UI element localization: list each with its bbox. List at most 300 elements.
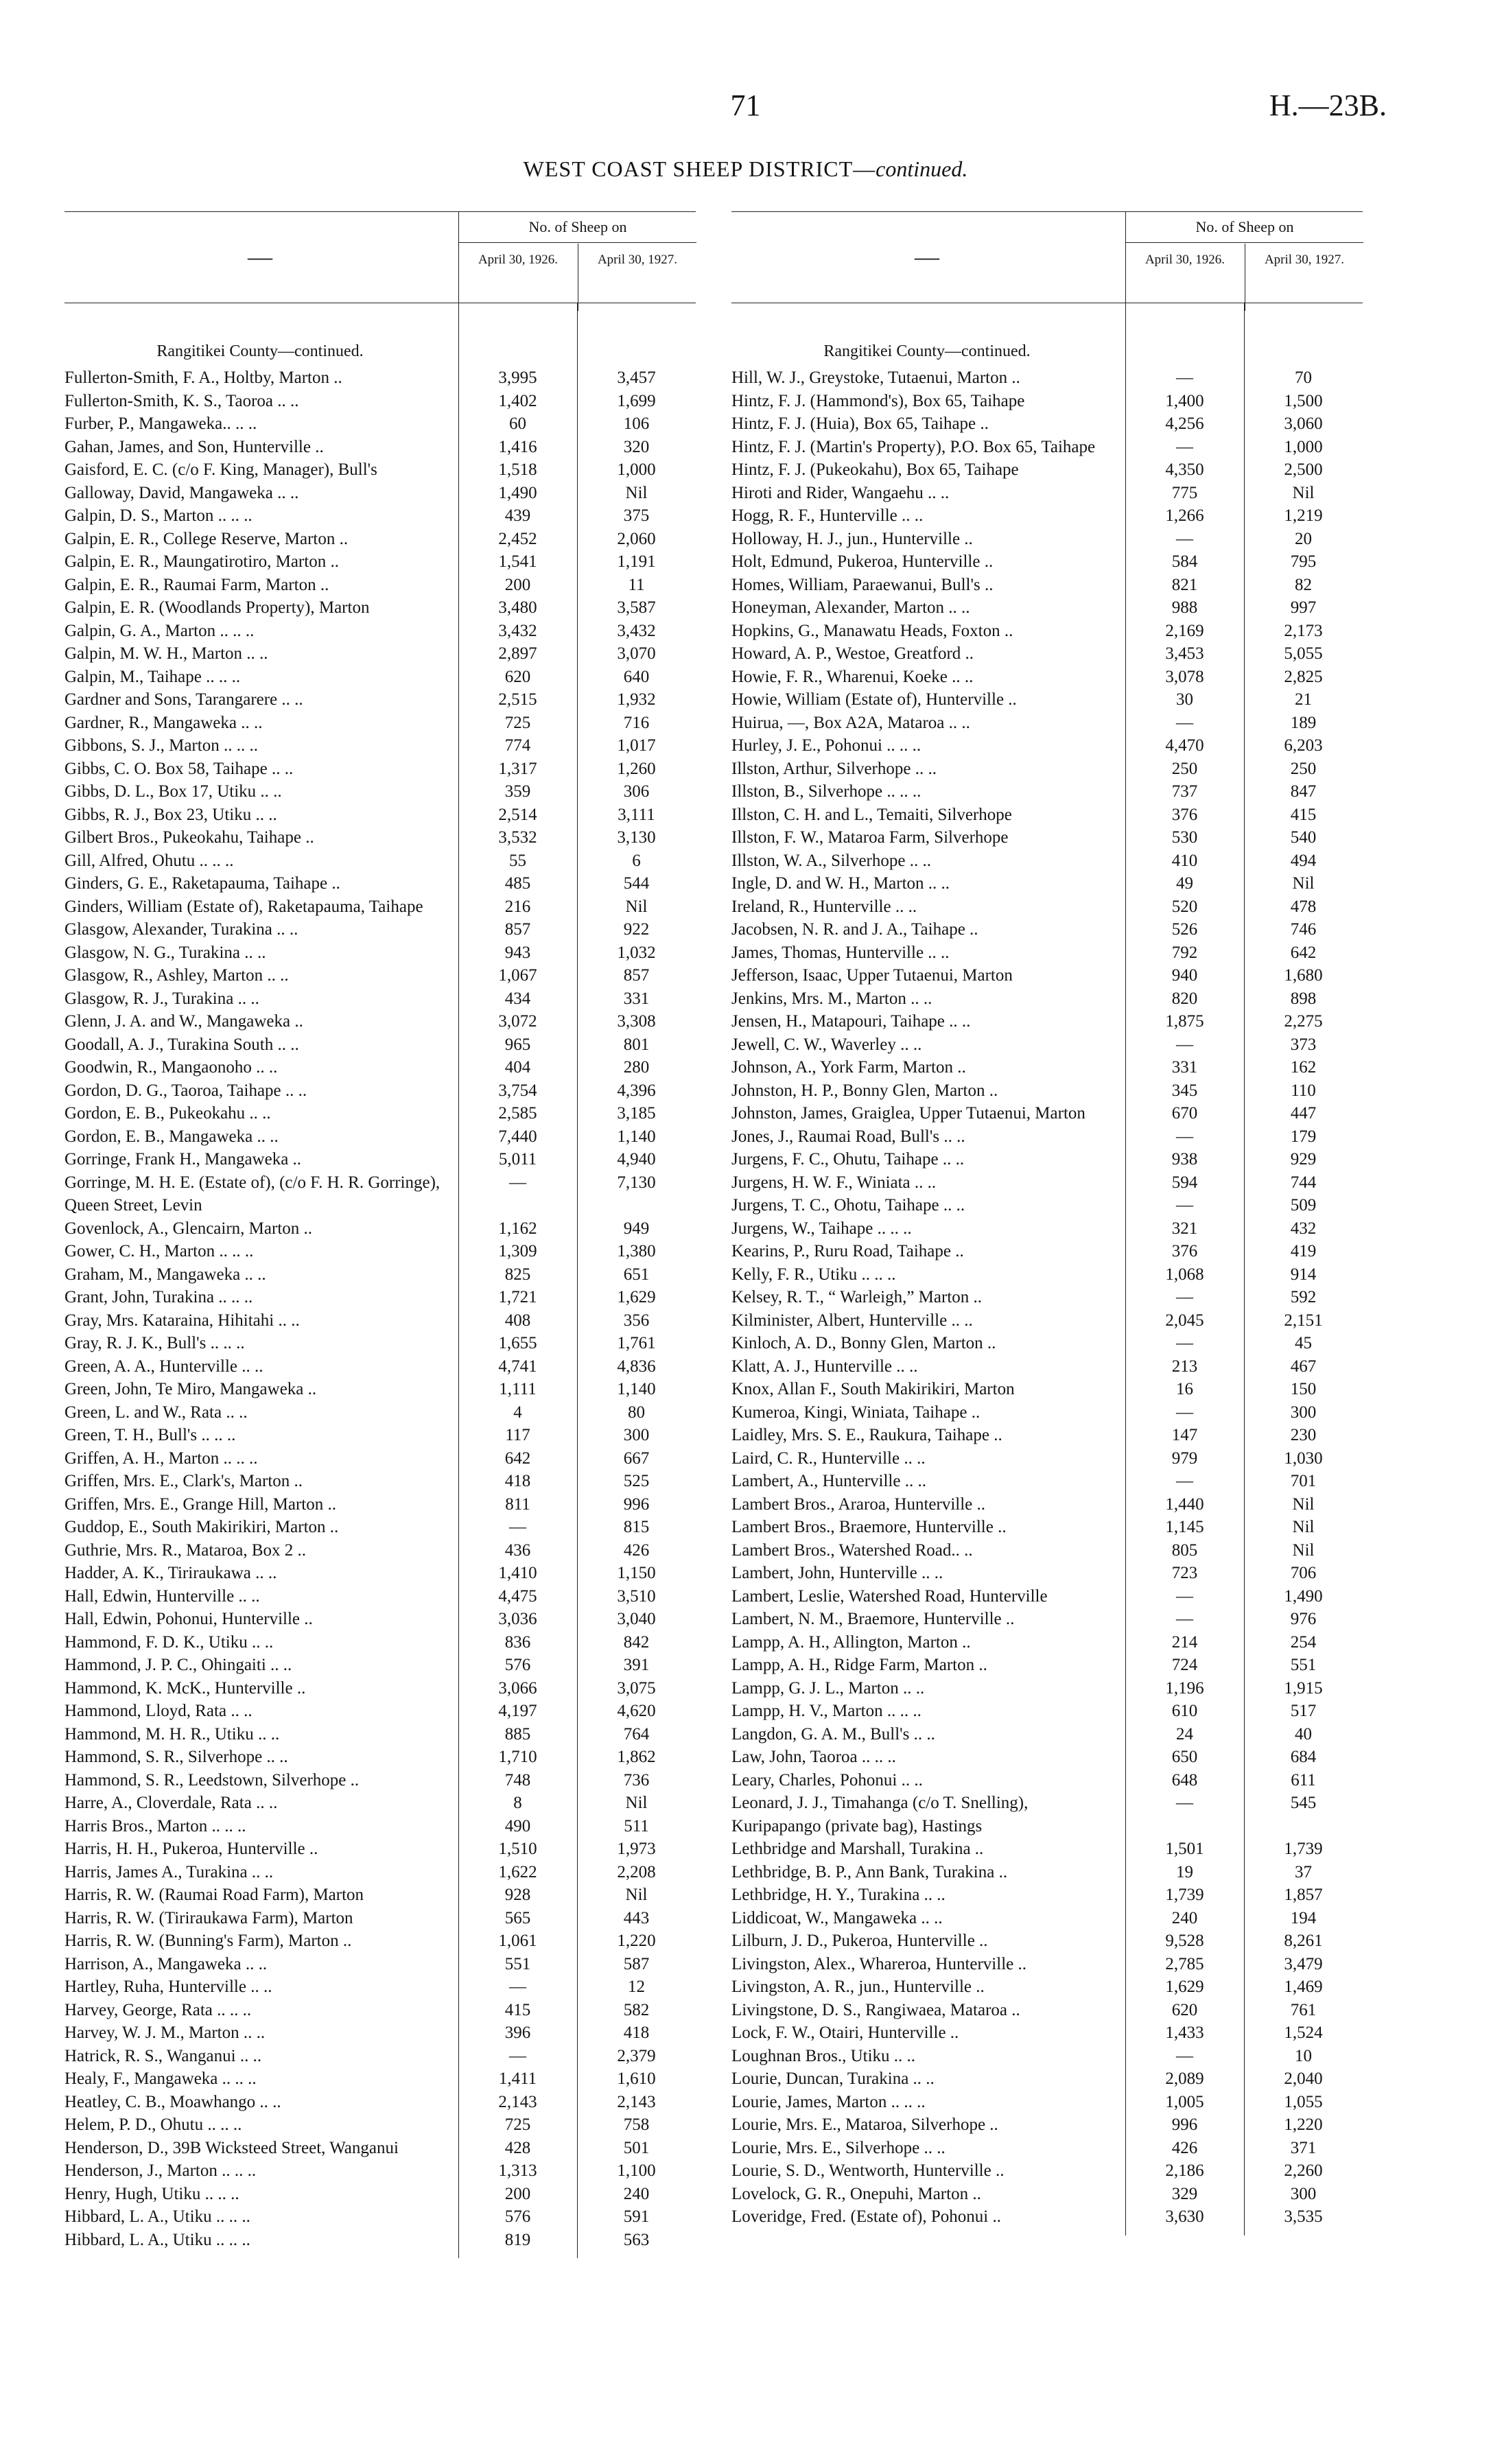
- table-row: [731, 1562, 1363, 1585]
- sheep-1926: 117: [505, 1426, 530, 1444]
- table-row: [64, 482, 696, 505]
- sheep-1927: 1,469: [1284, 1978, 1323, 1996]
- table-row: [64, 2137, 696, 2160]
- sheep-1927: 1,220: [1284, 2115, 1323, 2134]
- sheep-1926: —: [509, 1518, 526, 1536]
- sheep-1927: 651: [623, 1265, 650, 1284]
- owner-name: Hammond, F. D. K., Utiku .. ..: [64, 1632, 274, 1652]
- document-reference: H.—23B.: [1269, 89, 1387, 122]
- sheep-1927: 642: [1290, 943, 1317, 962]
- sheep-1926: 439: [504, 506, 531, 525]
- table-row: [731, 574, 1363, 597]
- sheep-1926: 940: [1171, 966, 1198, 985]
- owner-name: Henderson, D., 39B Wicksteed Street, Wanganui: [64, 2138, 399, 2157]
- owner-name: Lourie, Mrs. E., Mataroa, Silverhope ..: [731, 2115, 998, 2134]
- owner-name: Gordon, E. B., Pukeokahu .. ..: [64, 1104, 271, 1123]
- owner-name: Gower, C. H., Marton .. .. ..: [64, 1242, 254, 1260]
- owner-name: Ginders, G. E., Raketapauma, Taihape ..: [64, 874, 340, 893]
- sheep-1927: 3,510: [617, 1586, 656, 1606]
- sheep-1927: 320: [623, 437, 650, 456]
- sheep-1927: 511: [624, 1816, 649, 1835]
- sheep-1927: 640: [623, 667, 650, 686]
- sheep-1926: 1,739: [1165, 1886, 1204, 1904]
- sheep-1927: 2,500: [1284, 460, 1323, 479]
- sheep-1927: 1,219: [1284, 506, 1323, 525]
- sheep-1926: —: [1176, 1127, 1193, 1146]
- table-row: [64, 366, 696, 390]
- sheep-1926: 1,067: [498, 966, 537, 985]
- owner-name: Honeyman, Alexander, Marton .. ..: [731, 598, 970, 617]
- table-row: [731, 1493, 1363, 1516]
- owner-name: Hammond, S. R., Silverhope .. ..: [64, 1748, 288, 1766]
- table-rows: [731, 366, 1363, 2229]
- sheep-1927: 3,075: [617, 1678, 656, 1698]
- owner-name: Lambert Bros., Araroa, Hunterville ..: [731, 1494, 986, 1514]
- owner-name: Ireland, R., Hunterville .. ..: [731, 897, 917, 916]
- owner-name: Lambert Bros., Braemore, Hunterville ..: [731, 1518, 1007, 1536]
- sheep-1927: 922: [623, 920, 650, 939]
- sheep-1927: 1,629: [617, 1288, 656, 1306]
- sheep-1926: 60: [509, 414, 526, 433]
- table-row: [731, 758, 1363, 781]
- table-row: [64, 2067, 696, 2091]
- sheep-1927: Nil: [1292, 483, 1315, 502]
- sheep-1927: 110: [1291, 1081, 1316, 1100]
- table-row: [64, 1447, 696, 1470]
- sheep-1927: 1,017: [617, 736, 656, 755]
- table-row: [64, 872, 696, 895]
- right-column-table: [731, 211, 1363, 2229]
- owner-name: Galpin, E. R. (Woodlands Property), Marton: [64, 598, 370, 617]
- table-row: [64, 2183, 696, 2206]
- owner-name: Gordon, D. G., Taoroa, Taihape .. ..: [64, 1081, 307, 1100]
- table-row: [731, 1424, 1363, 1447]
- sheep-1926: 2,169: [1165, 621, 1204, 640]
- owner-name: Fullerton-Smith, K. S., Taoroa .. ..: [64, 391, 299, 410]
- sheep-1927: 11: [628, 575, 645, 594]
- table-row: [731, 1355, 1363, 1378]
- owner-name: Jurgens, T. C., Ohotu, Taihape .. ..: [731, 1196, 965, 1215]
- sheep-1926: —: [1176, 1196, 1193, 1215]
- sheep-1927: 3,587: [617, 598, 656, 617]
- table-row: [731, 642, 1363, 666]
- owner-name: Hammond, M. H. R., Utiku .. ..: [64, 1724, 280, 1744]
- sheep-1926: 530: [1171, 828, 1198, 847]
- owner-name: Lambert, A., Hunterville .. ..: [731, 1472, 926, 1490]
- table-row: [731, 2137, 1363, 2160]
- sheep-1927: 2,825: [1284, 667, 1323, 686]
- sheep-1927: 4,940: [617, 1150, 656, 1169]
- owner-name: Law, John, Taoroa .. .. ..: [731, 1748, 896, 1766]
- sheep-1926: —: [1176, 2046, 1193, 2065]
- owner-name: Knox, Allan F., South Makirikiri, Marton: [731, 1380, 1015, 1398]
- sheep-1927: 254: [1290, 1632, 1317, 1652]
- sheep-1926: 1,629: [1165, 1978, 1204, 1996]
- owner-name: Klatt, A. J., Hunterville .. ..: [731, 1357, 918, 1376]
- owner-name: Loveridge, Fred. (Estate of), Pohonui ..: [731, 2207, 1001, 2226]
- sheep-1926: 792: [1171, 943, 1198, 962]
- owner-name: Leary, Charles, Pohonui .. ..: [731, 1770, 923, 1790]
- table-row: [64, 688, 696, 712]
- owner-name: Gray, R. J. K., Bull's .. .. ..: [64, 1334, 245, 1352]
- sheep-1926: 821: [1171, 575, 1198, 594]
- table-row: [64, 574, 696, 597]
- sheep-1926: —: [1176, 1794, 1193, 1812]
- sheep-1927: Nil: [625, 897, 648, 916]
- sheep-1926: 30: [1176, 690, 1193, 709]
- header-group-label: No. of Sheep on: [459, 212, 696, 243]
- table-row: [64, 528, 696, 551]
- header-dash: —: [915, 243, 939, 270]
- sheep-1926: 331: [1171, 1058, 1198, 1077]
- owner-name: Galpin, E. R., Maungatirotiro, Marton ..: [64, 552, 339, 571]
- sheep-1927: 706: [1290, 1564, 1317, 1582]
- sheep-1927: 746: [1290, 920, 1317, 939]
- table-row: [731, 1332, 1363, 1355]
- table-row: [731, 458, 1363, 482]
- sheep-1927: 467: [1290, 1357, 1317, 1376]
- table-row: [64, 1263, 696, 1287]
- table-row: [731, 482, 1363, 505]
- owner-name: Johnston, H. P., Bonny Glen, Marton ..: [731, 1081, 998, 1100]
- sheep-1927: 3,070: [617, 644, 656, 663]
- table-row: [64, 504, 696, 528]
- table-row: [64, 1493, 696, 1516]
- sheep-1926: 1,162: [498, 1219, 537, 1238]
- table-row: [731, 390, 1363, 413]
- table-row: [731, 1148, 1363, 1171]
- sheep-1927: 976: [1290, 1610, 1317, 1628]
- owner-name: Howard, A. P., Westoe, Greatford ..: [731, 644, 974, 663]
- sheep-1926: 2,515: [498, 690, 537, 709]
- sheep-1926: —: [1176, 1035, 1193, 1054]
- sheep-1927: 478: [1290, 897, 1317, 916]
- table-row: [64, 436, 696, 459]
- sheep-1926: 1,317: [498, 759, 537, 778]
- sheep-1926: 410: [1171, 851, 1198, 870]
- sheep-1926: 490: [504, 1816, 531, 1835]
- owner-name: Green, John, Te Miro, Mangaweka ..: [64, 1380, 317, 1398]
- sheep-1927: 997: [1290, 598, 1317, 617]
- owner-name: Harvey, W. J. M., Marton .. ..: [64, 2023, 266, 2042]
- sheep-1927: 8,261: [1284, 1932, 1323, 1950]
- sheep-1926: 213: [1171, 1357, 1198, 1376]
- table-body: [731, 303, 1363, 2229]
- owner-name: Guthrie, Mrs. R., Mataroa, Box 2 ..: [64, 1540, 307, 1560]
- sheep-1926: 576: [504, 2207, 531, 2226]
- table-row: [731, 1677, 1363, 1700]
- table-row: [731, 2021, 1363, 2045]
- owner-name: Homes, William, Paraewanui, Bull's ..: [731, 575, 994, 594]
- sheep-1927: 4,836: [617, 1357, 656, 1376]
- sheep-1926: 825: [504, 1265, 531, 1284]
- sheep-1927: 300: [1290, 2184, 1317, 2203]
- table-row: [64, 1470, 696, 1493]
- table-row: [731, 1792, 1363, 1838]
- table-row: [64, 620, 696, 643]
- owner-name: Illston, W. A., Silverhope .. ..: [731, 851, 931, 870]
- sheep-1927: 716: [623, 713, 650, 732]
- owner-name: Hammond, K. McK., Hunterville ..: [64, 1678, 306, 1698]
- sheep-1926: 584: [1171, 552, 1198, 571]
- sheep-1926: 2,897: [498, 644, 537, 663]
- sheep-1926: 5,011: [498, 1150, 537, 1169]
- owner-name: Livingstone, D. S., Rangiwaea, Mataroa ..: [731, 2000, 1020, 2019]
- sheep-1927: 1,862: [617, 1748, 656, 1766]
- table-row: [731, 1194, 1363, 1217]
- table-row: [64, 1217, 696, 1241]
- sheep-1927: 3,060: [1284, 414, 1323, 433]
- sheep-1927: 1,220: [617, 1932, 656, 1950]
- table-row: [731, 734, 1363, 758]
- owner-name: Glasgow, R., Ashley, Marton .. ..: [64, 966, 289, 985]
- table-row: [731, 1631, 1363, 1654]
- table-row: [64, 964, 696, 987]
- sheep-1926: 216: [504, 897, 531, 916]
- sheep-1926: 240: [1171, 1908, 1198, 1927]
- table-row: [64, 390, 696, 413]
- owner-name: Govenlock, A., Glencairn, Marton ..: [64, 1219, 313, 1238]
- sheep-1926: 426: [1171, 2138, 1198, 2157]
- sheep-1927: 7,130: [617, 1173, 656, 1192]
- owner-name: Lethbridge, B. P., Ann Bank, Turakina ..: [731, 1862, 1008, 1881]
- table-row: [731, 964, 1363, 987]
- sheep-1926: —: [1176, 1586, 1193, 1606]
- sheep-1926: —: [1176, 1288, 1193, 1306]
- sheep-1926: 551: [504, 1954, 531, 1973]
- table-row: [731, 1516, 1363, 1539]
- owner-name: Fullerton-Smith, F. A., Holtby, Marton ..: [64, 368, 342, 387]
- section-heading: Rangitikei County—continued.: [156, 342, 364, 360]
- table-row: [731, 1769, 1363, 1792]
- sheep-1927: 280: [623, 1058, 650, 1077]
- owner-name: Jurgens, W., Taihape .. .. ..: [731, 1219, 912, 1238]
- table-row: [731, 528, 1363, 551]
- owner-name: Galpin, G. A., Marton .. .. ..: [64, 621, 255, 640]
- table-row: [64, 1286, 696, 1309]
- sheep-1926: 8: [513, 1794, 522, 1812]
- owner-name: Goodwin, R., Mangaonoho .. ..: [64, 1058, 278, 1077]
- sheep-1927: 6: [632, 851, 641, 870]
- sheep-1927: 2,208: [617, 1862, 656, 1881]
- sheep-1926: 1,501: [1165, 1840, 1204, 1858]
- owner-name: Jewell, C. W., Waverley .. ..: [731, 1035, 922, 1054]
- sheep-1927: 426: [623, 1540, 650, 1560]
- owner-name: Hogg, R. F., Hunterville .. ..: [731, 506, 924, 525]
- owner-name: Heatley, C. B., Moawhango .. ..: [64, 2092, 281, 2111]
- table-row: [731, 550, 1363, 574]
- sheep-1926: 3,754: [498, 1081, 537, 1100]
- sheep-1926: —: [509, 1173, 526, 1192]
- sheep-1927: 684: [1290, 1748, 1317, 1766]
- sheep-1927: 240: [623, 2184, 650, 2203]
- sheep-1926: —: [1176, 1334, 1193, 1352]
- sheep-1927: 929: [1290, 1150, 1317, 1169]
- owner-name: Lambert, John, Hunterville .. ..: [731, 1564, 943, 1582]
- owner-name: Galpin, E. R., College Reserve, Marton ..: [64, 529, 349, 548]
- sheep-1927: 517: [1290, 1702, 1317, 1720]
- table-row: [731, 1608, 1363, 1631]
- sheep-1926: 526: [1171, 920, 1198, 939]
- table-row: [731, 620, 1363, 643]
- sheep-1926: 3,078: [1165, 667, 1204, 686]
- owner-name: Liddicoat, W., Mangaweka .. ..: [731, 1908, 943, 1927]
- sheep-1926: 1,145: [1165, 1518, 1204, 1536]
- table-row: [731, 366, 1363, 390]
- sheep-1927: 419: [1290, 1242, 1317, 1260]
- table-row: [64, 1125, 696, 1149]
- owner-name: Harris, R. W. (Raumai Road Farm), Marton: [64, 1886, 364, 1904]
- owner-name: Gaisford, E. C. (c/o F. King, Manager), Bull's: [64, 460, 377, 479]
- section-heading: Rangitikei County—continued.: [823, 342, 1031, 360]
- table-row: [731, 1309, 1363, 1333]
- sheep-1926: 2,143: [498, 2092, 537, 2111]
- sheep-1926: 2,514: [498, 805, 537, 824]
- sheep-1926: 49: [1176, 874, 1193, 893]
- sheep-1926: 965: [504, 1035, 531, 1054]
- table-row: [64, 1079, 696, 1103]
- sheep-1926: 1,313: [498, 2161, 537, 2180]
- table-row: [64, 712, 696, 735]
- owner-name: Harre, A., Cloverdale, Rata .. ..: [64, 1794, 278, 1812]
- sheep-1927: 418: [623, 2023, 650, 2042]
- sheep-1927: Nil: [1292, 1518, 1315, 1536]
- table-row: [731, 1999, 1363, 2022]
- table-row: [64, 1332, 696, 1355]
- sheep-1926: 3,066: [498, 1678, 537, 1698]
- sheep-1926: 250: [1171, 759, 1198, 778]
- table-row: [64, 2045, 696, 2068]
- sheep-1927: 996: [623, 1494, 650, 1514]
- sheep-1926: 147: [1171, 1426, 1198, 1444]
- sheep-1926: 620: [1171, 2000, 1198, 2019]
- sheep-1927: 1,699: [617, 391, 656, 410]
- left-column-table: [64, 211, 696, 2251]
- owner-name: Hill, W. J., Greystoke, Tutaenui, Marton ..: [731, 368, 1020, 387]
- sheep-1926: 214: [1171, 1632, 1198, 1652]
- owner-name: Illston, B., Silverhope .. .. ..: [731, 782, 921, 801]
- sheep-1927: 375: [623, 506, 650, 525]
- owner-name: Guddop, E., South Makirikiri, Marton ..: [64, 1518, 339, 1536]
- owner-name: Harris, James A., Turakina .. ..: [64, 1862, 274, 1881]
- sheep-1926: 670: [1171, 1104, 1198, 1123]
- sheep-1927: 189: [1290, 713, 1317, 732]
- table-row: [64, 2205, 696, 2229]
- owner-name: Harris, H. H., Pukeroa, Hunterville ..: [64, 1840, 318, 1858]
- owner-name: Gray, Mrs. Kataraina, Hihitahi .. ..: [64, 1311, 300, 1330]
- table-row: [731, 1102, 1363, 1125]
- table-row: [731, 1010, 1363, 1033]
- sheep-1926: 724: [1171, 1656, 1198, 1674]
- owner-name: Hintz, F. J. (Huia), Box 65, Taihape ..: [731, 414, 989, 433]
- table-row: [731, 712, 1363, 735]
- sheep-1926: 1,410: [498, 1564, 537, 1582]
- sheep-1926: 434: [504, 989, 531, 1008]
- owner-name: Lampp, G. J. L., Marton .. ..: [731, 1678, 925, 1698]
- sheep-1927: 857: [623, 966, 650, 985]
- table-row: [64, 1792, 696, 1815]
- owner-name: Hadder, A. K., Tiriraukawa .. ..: [64, 1564, 277, 1582]
- header-col-1926: April 30, 1926.: [478, 253, 559, 267]
- table-row: [731, 412, 1363, 436]
- owner-name: Hammond, S. R., Leedstown, Silverhope ..: [64, 1770, 360, 1790]
- table-row: [731, 2183, 1363, 2206]
- table-row: [64, 1929, 696, 1953]
- sheep-1926: 737: [1171, 782, 1198, 801]
- sheep-1926: 648: [1171, 1770, 1198, 1790]
- sheep-1926: 885: [504, 1724, 531, 1744]
- sheep-1926: 820: [1171, 989, 1198, 1008]
- sheep-1926: 774: [504, 736, 531, 755]
- table-row: [731, 1746, 1363, 1769]
- owner-name: Gill, Alfred, Ohutu .. .. ..: [64, 851, 234, 870]
- sheep-1926: 988: [1171, 598, 1198, 617]
- sheep-1926: 3,480: [498, 598, 537, 617]
- sheep-1926: 1,721: [498, 1288, 537, 1306]
- table-row: [731, 1286, 1363, 1309]
- owner-name: Harris, R. W. (Bunning's Farm), Marton ..: [64, 1932, 352, 1950]
- sheep-1927: 371: [1290, 2138, 1317, 2157]
- sheep-1926: 938: [1171, 1150, 1198, 1169]
- sheep-1927: 415: [1290, 805, 1317, 824]
- sheep-1927: Nil: [625, 483, 648, 502]
- owner-name: Hall, Edwin, Hunterville .. ..: [64, 1586, 260, 1606]
- sheep-1927: 162: [1290, 1058, 1317, 1077]
- sheep-1927: 3,432: [617, 621, 656, 640]
- owner-name: Livingston, Alex., Whareroa, Hunterville ..: [731, 1954, 1026, 1973]
- sheep-1926: 642: [504, 1448, 531, 1468]
- sheep-1927: 70: [1295, 368, 1312, 387]
- owner-name: Kinloch, A. D., Bonny Glen, Marton ..: [731, 1334, 996, 1352]
- owner-name: Hammond, Lloyd, Rata .. ..: [64, 1702, 253, 1720]
- owner-name: Glasgow, N. G., Turakina .. ..: [64, 943, 266, 962]
- sheep-1926: 1,266: [1165, 506, 1204, 525]
- sheep-1926: 1,490: [498, 483, 537, 502]
- owner-name: Gibbs, R. J., Box 23, Utiku .. ..: [64, 805, 277, 824]
- sheep-1927: 250: [1290, 759, 1317, 778]
- sheep-1926: 436: [504, 1540, 531, 1560]
- table-row: [64, 1700, 696, 1723]
- sheep-1927: 3,535: [1284, 2207, 1323, 2226]
- table-row: [731, 1929, 1363, 1953]
- owner-name: Hurley, J. E., Pohonui .. .. ..: [731, 736, 921, 755]
- owner-name: Lampp, A. H., Allington, Marton ..: [731, 1632, 971, 1652]
- title-continued: continued.: [876, 156, 968, 181]
- owner-name: Lourie, S. D., Wentworth, Hunterville ..: [731, 2161, 1005, 2180]
- sheep-1926: 321: [1171, 1219, 1198, 1238]
- owner-name: James, Thomas, Hunterville .. ..: [731, 943, 950, 962]
- sheep-1927: 540: [1290, 828, 1317, 847]
- owner-name: Illston, C. H. and L., Temaiti, Silverhope: [731, 805, 1012, 824]
- table-header: [64, 211, 696, 303]
- sheep-1926: 650: [1171, 1748, 1198, 1766]
- header-col-1926: April 30, 1926.: [1144, 253, 1225, 267]
- table-row: [731, 918, 1363, 941]
- sheep-1927: 1,032: [617, 943, 656, 962]
- table-row: [731, 826, 1363, 849]
- sheep-1926: 3,432: [498, 621, 537, 640]
- sheep-1927: 106: [623, 414, 650, 433]
- owner-name: Jurgens, F. C., Ohutu, Taihape .. ..: [731, 1150, 965, 1169]
- sheep-1926: 200: [504, 575, 531, 594]
- owner-name: Langdon, G. A. M., Bull's .. ..: [731, 1724, 935, 1744]
- table-row: [731, 1056, 1363, 1079]
- table-row: [731, 941, 1363, 965]
- sheep-1927: 80: [628, 1403, 645, 1422]
- table-row: [64, 1884, 696, 1907]
- sheep-1927: 300: [1290, 1403, 1317, 1422]
- owner-name: Henry, Hugh, Utiku .. .. ..: [64, 2184, 239, 2203]
